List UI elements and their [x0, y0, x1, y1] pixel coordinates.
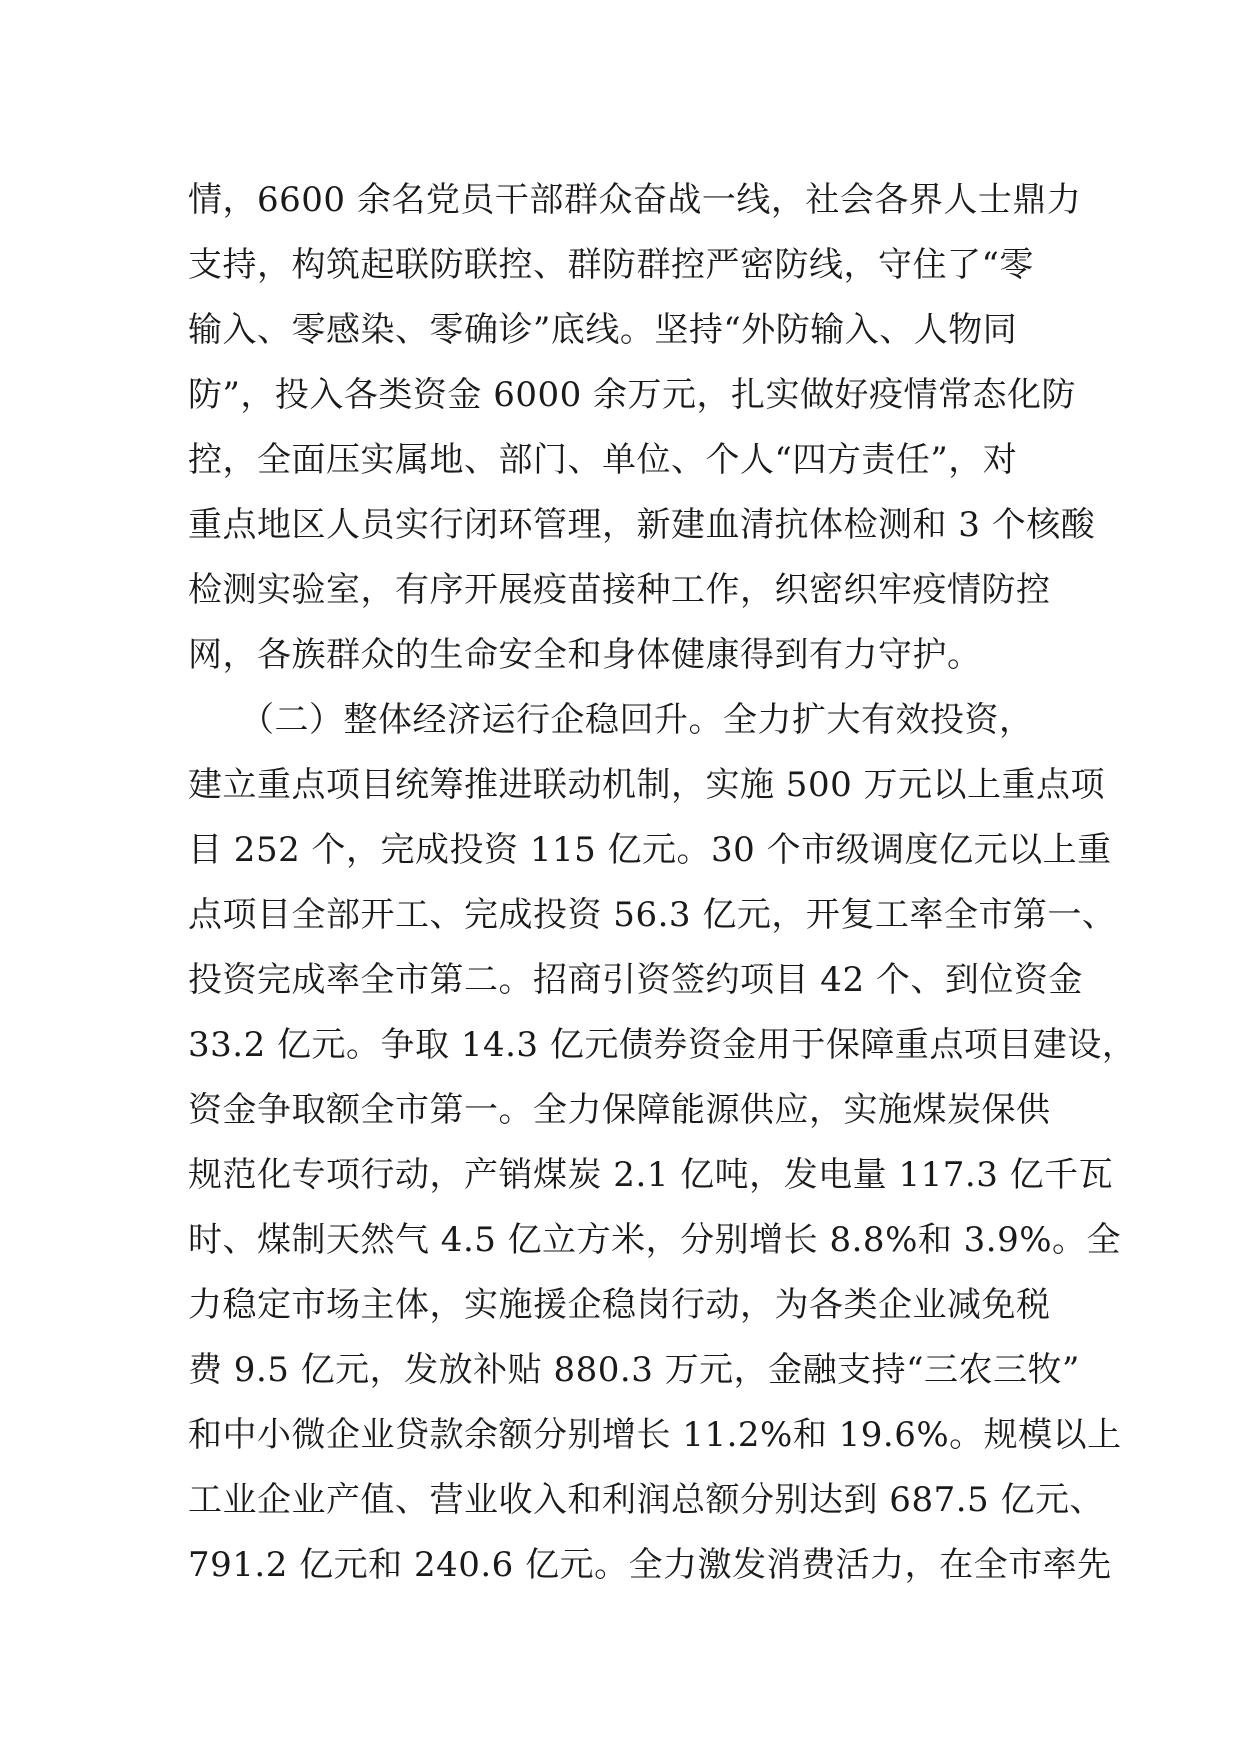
text-line: 投资完成率全市第二。招商引资签约项目 42 个、到位资金 — [188, 960, 1083, 1000]
text-line: 规范化专项行动，产销煤炭 2.1 亿吨，发电量 117.3 亿千瓦 — [188, 1155, 1114, 1195]
text-line: 点项目全部开工、完成投资 56.3 亿元，开复工率全市第一、 — [188, 895, 1117, 935]
text-line: 力稳定市场主体，实施援企稳岗行动，为各类企业减免税 — [188, 1285, 1051, 1325]
text-line: 工业企业产值、营业收入和利润总额分别达到 687.5 亿元、 — [188, 1480, 1104, 1520]
text-line: 建立重点项目统筹推进联动机制，实施 500 万元以上重点项 — [188, 765, 1106, 805]
text-line: 防”，投入各类资金 6000 余万元，扎实做好疫情常态化防 — [188, 375, 1077, 415]
text-line: 情，6600 余名党员干部群众奋战一线，社会各界人士鼎力 — [188, 180, 1082, 220]
text-line: 控，全面压实属地、部门、单位、个人“四方责任”，对 — [188, 440, 1018, 480]
text-line: 费 9.5 亿元，发放补贴 880.3 万元，金融支持“三农三牧” — [188, 1350, 1080, 1390]
body-text — [188, 168, 1137, 1598]
section-heading-line: （二）整体经济运行企稳回升。全力扩大有效投资， — [188, 700, 1034, 740]
text-line: 网，各族群众的生命安全和身体健康得到有力守护。 — [188, 635, 982, 675]
text-line: 33.2 亿元。争取 14.3 亿元债券资金用于保障重点项目建设， — [188, 1025, 1137, 1065]
text-line: 支持，构筑起联防联控、群防群控严密防线，守住了“零 — [188, 245, 1034, 285]
text-line: 时、煤制天然气 4.5 亿立方米，分别增长 8.8%和 3.9%。全 — [188, 1220, 1122, 1260]
text-line: 和中小微企业贷款余额分别增长 11.2%和 19.6%。规模以上 — [188, 1415, 1122, 1455]
text-line: 791.2 亿元和 240.6 亿元。全力激发消费活力，在全市率先 — [188, 1545, 1112, 1585]
text-line: 重点地区人员实行闭环管理，新建血清抗体检测和 3 个核酸 — [188, 505, 1096, 545]
text-line: 资金争取额全市第一。全力保障能源供应，实施煤炭保供 — [188, 1090, 1051, 1130]
text-line: 检测实验室，有序开展疫苗接种工作，织密织牢疫情防控 — [188, 570, 1051, 610]
text-line: 目 252 个，完成投资 115 亿元。30 个市级调度亿元以上重 — [188, 830, 1112, 870]
text-line: 输入、零感染、零确诊”底线。坚持“外防输入、人物同 — [188, 310, 1018, 350]
